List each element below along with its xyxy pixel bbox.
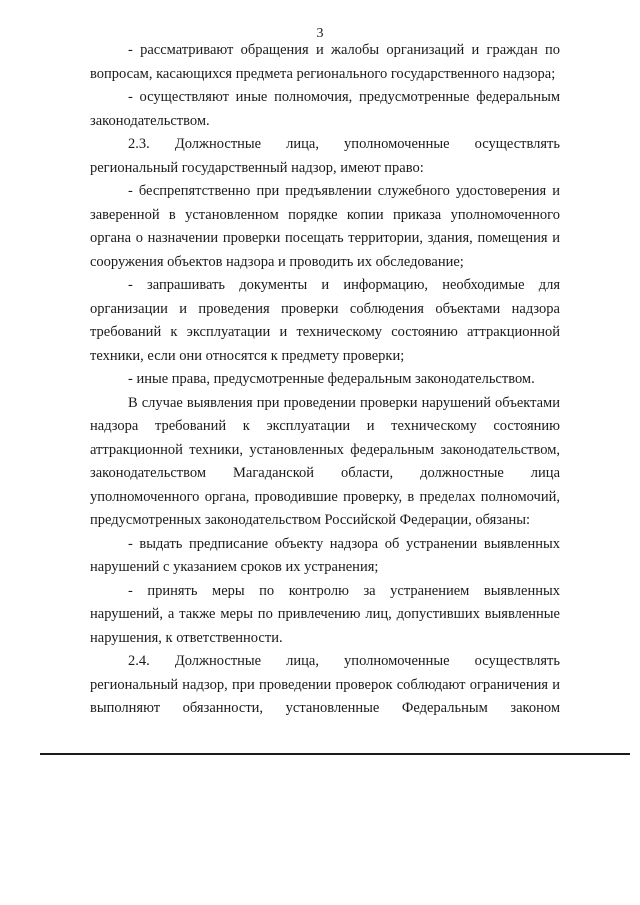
paragraph-right-to-visit: - беспрепятственно при предъявлении служебного удостоверения и заверенной в установленном порядке копии приказа уполномоченного органа о назначении проверки посещать территории, здания, помещения и сооружения объектов надзора и проводить их обследование;: [90, 183, 560, 270]
paragraph-right-to-request: - запрашивать документы и информацию, необходимые для организации и проведения проверки соблюдения объектами надзора требований к эксплуатации и техническому состоянию аттракционной техники, если они относятся к предмету проверки;: [90, 277, 560, 364]
footer-divider: [40, 753, 630, 755]
paragraph-issue-order: - выдать предписание объекту надзора об устранении выявленных нарушений с указанием сроков их устранения;: [90, 535, 560, 575]
paragraph-other-rights: - иные права, предусмотренные федеральным законодательством.: [128, 371, 535, 387]
document-body: [90, 39, 560, 721]
paragraph-section-2-4: 2.4. Должностные лица, уполномоченные осуществлять региональный надзор, при проведении проверок соблюдают ограничения и выполняют обязанности, установленные Федеральным законом: [90, 653, 560, 716]
page-number: 3: [316, 26, 324, 41]
paragraph-other-powers: - осуществляют иные полномочия, предусмотренные федеральным законодательством.: [90, 89, 560, 129]
paragraph-take-measures: - принять меры по контролю за устранением выявленных нарушений, а также меры по привлечению лиц, допустивших выявленные нарушения, к ответственности.: [90, 582, 560, 646]
paragraph-violations-found: В случае выявления при проведении проверки нарушений объектами надзора требований к эксплуатации и техническому состоянию аттракционной техники, установленных федеральным законодательством, законодательством Магаданской области, должностные лица уполномоченного органа, проводившие проверку, в пределах полномочий, предусмотренных законодательством Российской Федерации, обязаны:: [90, 394, 560, 528]
paragraph-section-2-3: 2.3. Должностные лица, уполномоченные осуществлять региональный государственный надзор, имеют право:: [90, 136, 560, 176]
paragraph-review-appeals: - рассматривают обращения и жалобы организаций и граждан по вопросам, касающихся предмета регионального государственного надзора;: [90, 42, 560, 82]
